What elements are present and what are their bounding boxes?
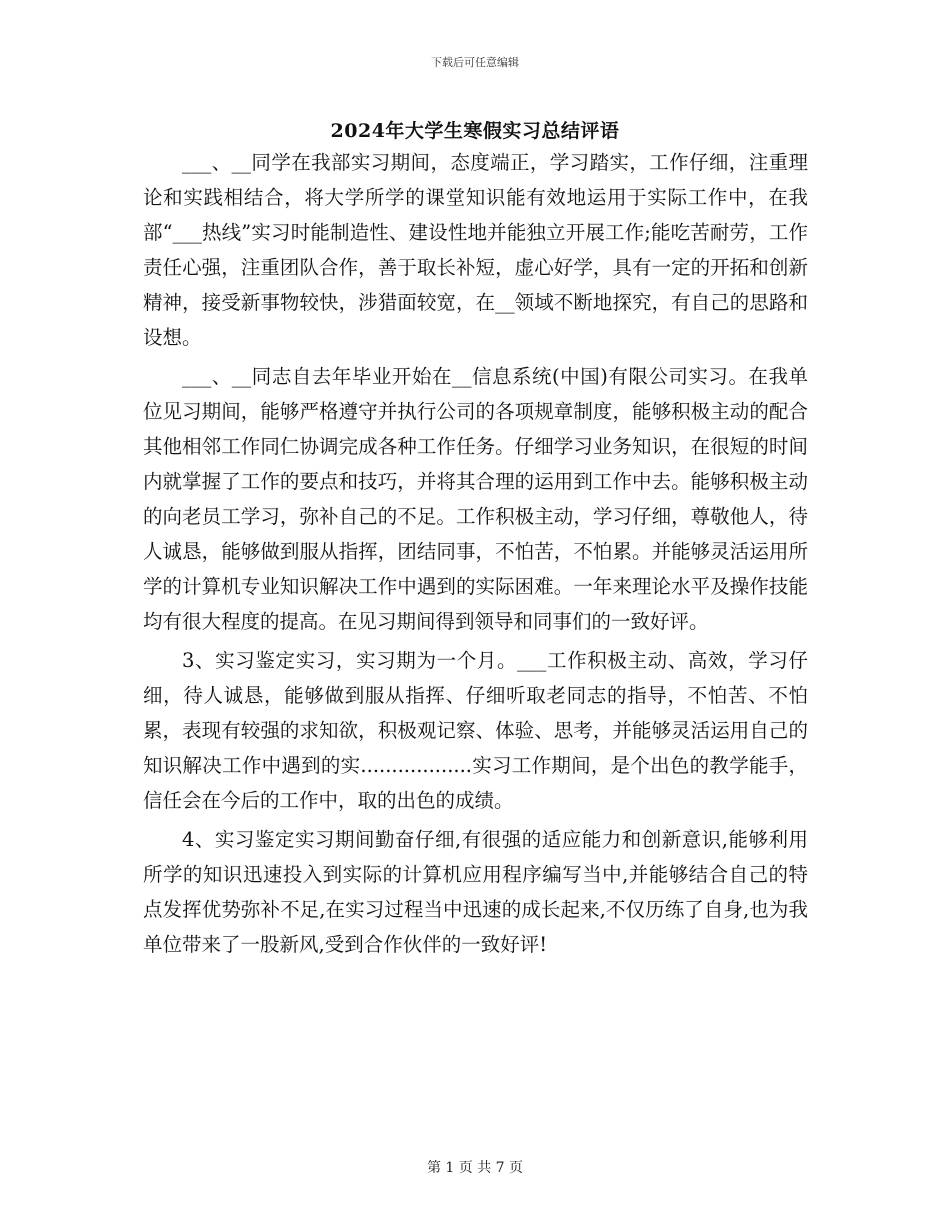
document-title: 2024年大学生寒假实习总结评语	[330, 120, 620, 142]
paragraph-2: ___、__同志自去年毕业开始在__信息系统(中国)有限公司实习。在我单位见习期间，能够严格遵守并执行公司的各项规章制度，能够积极主动的配合其他相邻工作同仁协调完成各种工作任务。仔细学习业务知识，在很短的时间内就掌握了工作的要点和技巧，并将其合理的运用到工作中去。能够积极主动的向老员工学习，弥补自己的不足。工作积极主动，学习仔细，尊敬他人，待人诚恳，能够做到服从指挥，团结同事，不怕苦，不怕累。并能够灵活运用所学的计算机专业知识解决工作中遇到的实际困难。一年来理论水平及操作技能均有很大程度的提高。在见习期间得到领导和同事们的一致好评。	[143, 365, 808, 633]
paragraph-4: 4、实习鉴定实习期间勤奋仔细,有很强的适应能力和创新意识,能够利用所学的知识迅速投入到实际的计算机应用程序编写当中,并能够结合自己的特点发挥优势弥补不足,在实习过程当中迅速的成长起来,不仅历练了自身,也为我单位带来了一股新风,受到合作伙伴的一致好评!	[143, 828, 808, 956]
page-number: 第 1 页 共 7 页	[426, 1160, 524, 1176]
header-note: 下载后可任意编辑	[431, 56, 519, 69]
paragraph-1: ___、__同学在我部实习期间，态度端正，学习踏实，工作仔细，注重理论和实践相结合，将大学所学的课堂知识能有效地运用于实际工作中，在我部“___热线”实习时能制造性、建设性地并能独立开展工作;能吃苦耐劳，工作责任心强，注重团队合作，善于取长补短，虚心好学，具有一定的开拓和创新精神，接受新事物较快，涉猎面较宽，在__领域不断地探究，有自己的思路和设想。	[143, 151, 808, 349]
paragraph-3: 3、实习鉴定实习，实习期为一个月。___工作积极主动、高效，学习仔细，待人诚恳，能够做到服从指挥、仔细听取老同志的指导，不怕苦、不怕累，表现有较强的求知欲，积极观记察、体验、思考，并能够灵活运用自己的知识解决工作中遇到的实..................实习工作期间，是个出色的教学能手，信任会在今后的工作中，取的出色的成绩。	[143, 649, 808, 812]
document-body	[143, 145, 808, 962]
